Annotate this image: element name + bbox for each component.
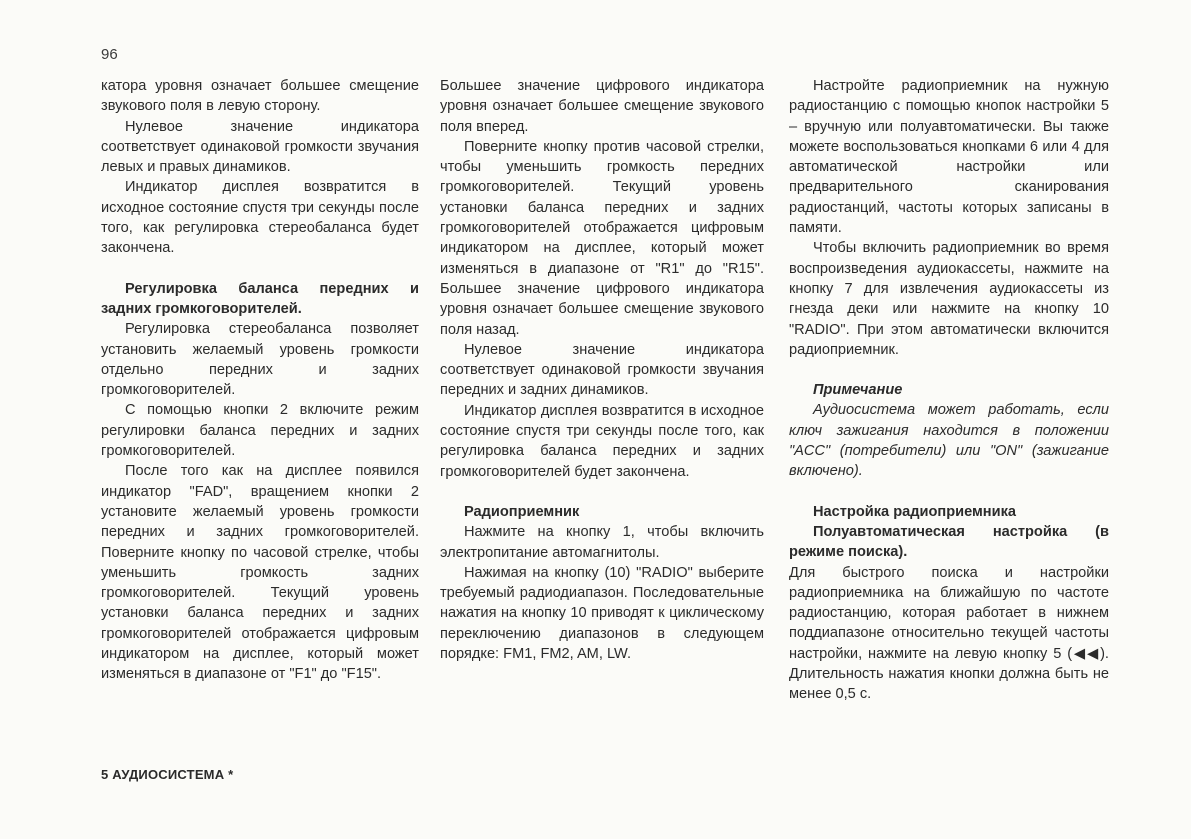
- paragraph: Большее значение цифрового индикатора уровня означает большее смещение звукового поля вперед.: [440, 78, 764, 135]
- paragraph: С помощью кнопки 2 включите режим регулировки баланса передних и задних громкоговорителей.: [101, 402, 419, 460]
- section-heading: Радиоприемник: [464, 503, 580, 520]
- paragraph: Чтобы включить радиоприемник во время воспроизведения аудиокассеты, нажмите на кнопку 7 для извлечения аудиокассеты из гнезда деки или нажмите на кнопку 10 "RADIO". При этом автоматически включится радиоприемник.: [789, 240, 1109, 358]
- paragraph: Для быстрого поиска и настройки радиоприемника на ближайшую по частоте радиостанцию, которая работает в нижнем поддиапазоне относительно текущей частоты настройки, нажмите на левую кнопку 5 (◀◀). Длительность нажатия кнопки должна быть не менее 0,5 с.: [789, 564, 1109, 703]
- subsection-heading: Полуавтоматическая настройка (в режиме поиска).: [789, 523, 1109, 561]
- paragraph: После того как на дисплее появился индикатор "FAD", вращением кнопки 2 установите желаемый уровень громкости передних и задних громкоговорителей. Поверните кнопку по часовой стрелке, чтобы уменьшить громкость задних громкоговорителей. Текущий уровень установки баланса передних и задних громкоговорителей отображается цифровым индикатором на дисплее, который может изменяться в диапазоне от "F1" до "F15".: [101, 463, 419, 683]
- section-heading: Настройка радиоприемника: [813, 503, 1017, 520]
- section-heading: Регулировка баланса передних и задних громкоговорителей.: [101, 280, 419, 317]
- page-number: 96: [101, 46, 118, 63]
- paragraph: Нажмите на кнопку 1, чтобы включить электропитание автомагнитолы.: [440, 524, 764, 561]
- paragraph: Регулировка стереобаланса позволяет установить желаемый уровень громкости отдельно передних и задних громкоговорителей.: [101, 321, 419, 399]
- footer-section-label: 5 АУДИОСИСТЕМА *: [101, 767, 234, 782]
- paragraph: Настройте радиоприемник на нужную радиостанцию с помощью кнопок настройки 5 – вручную или полуавтоматически. Вы также можете воспользоваться кнопками 6 или 4 для автоматической настройки или предварительного сканирования радиостанций, частоты которых записаны в памяти.: [789, 78, 1109, 237]
- paragraph: Нулевое значение индикатора соответствует одинаковой громкости звучания передних и задних динамиков.: [440, 341, 764, 399]
- paragraph: Индикатор дисплея возвратится в исходное состояние спустя три секунды после того, как регулировка стереобаланса будет закончена.: [101, 179, 419, 257]
- paragraph: Индикатор дисплея возвратится в исходное состояние спустя три секунды после того, как регулировка баланса передних и задних громкоговорителей будет закончена.: [440, 402, 764, 480]
- paragraph: катора уровня означает большее смещение звукового поля в левую сторону.: [101, 78, 419, 115]
- text-column-1: [101, 76, 419, 685]
- paragraph: Поверните кнопку против часовой стрелки, чтобы уменьшить громкость передних громкоговорителей. Текущий уровень установки баланса передних и задних громкоговорителей отображается цифровым индикатором на дисплее, который может изменяться в диапазоне от "R1" до "R15". Большее значение цифрового индикатора уровня означает большее смещение звукового поля назад.: [440, 138, 764, 338]
- paragraph: Нажимая на кнопку (10) "RADIO" выберите требуемый радиодиапазон. Последовательные нажатия на кнопку 10 приводят к циклическому переключению диапазонов в следующем порядке: FM1, FM2, AM, LW.: [440, 564, 764, 663]
- text-column-2: [440, 76, 764, 664]
- text-column-3: [789, 76, 1109, 705]
- note-title: Примечание: [813, 382, 903, 399]
- paragraph: Нулевое значение индикатора соответствует одинаковой громкости звучания левых и правых динамиков.: [101, 118, 419, 176]
- note-text: Аудиосистема может работать, если ключ зажигания находится в положении "ACC" (потребители) или "ON" (зажигание включено).: [789, 402, 1109, 480]
